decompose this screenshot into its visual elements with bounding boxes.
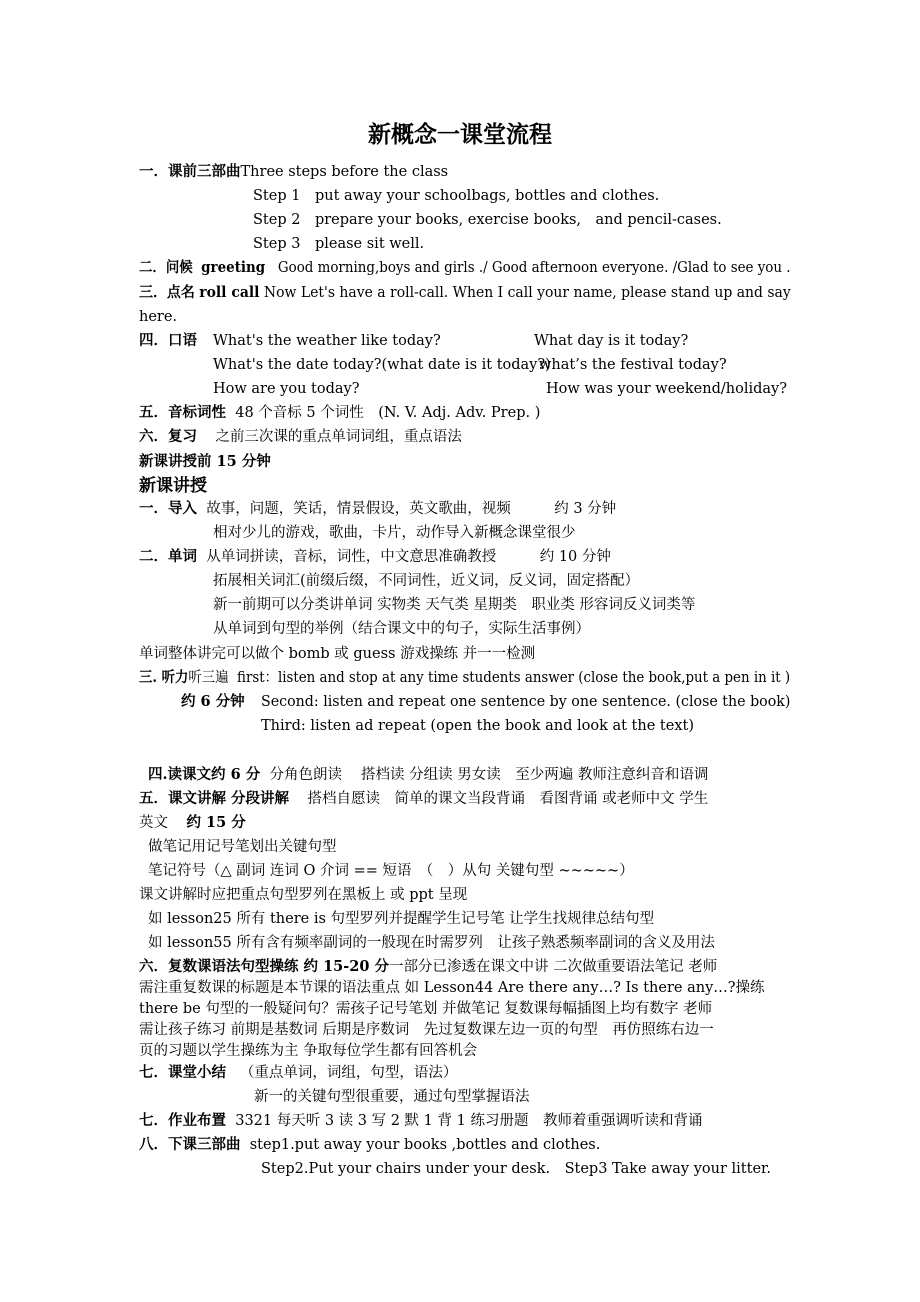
oral-q3: What's the date today?(what date is it today?): [213, 357, 551, 373]
oral-q4: what’s the festival today?: [539, 357, 727, 373]
new-2-more-3: 从单词到句型的举例（结合课文中的句子，实际生活事例）: [213, 621, 590, 637]
step-3: Step 3 please sit well.: [253, 236, 425, 252]
new-2-label: 二．单词: [139, 548, 197, 565]
section-1-label: 一．课前三部曲: [139, 163, 241, 180]
new-6-line-1: 需注重复数课的标题是本节课的语法重点 如 Lesson44 Are there any…? Is there any…?操练: [139, 980, 765, 996]
section-2-label: 二．问候: [139, 259, 193, 276]
section-3-en: roll call: [199, 284, 260, 301]
new-5-cont: [139, 814, 246, 832]
new-4: [148, 766, 708, 784]
section-6-text: 之前三次课的重点单词词组，重点语法: [215, 429, 462, 445]
new-8-text: 3321 每天听 3 读 3 写 2 默 1 背 1 练习册题 教师着重强调听读和背诵: [235, 1113, 703, 1129]
new-4-text: 分角色朗读 搭档读 分组读 男女读 至少两遍 教师注意纠音和语调: [269, 767, 709, 783]
new-lesson-heading: 新课讲授: [139, 476, 207, 496]
section-3-text-cont: here.: [139, 309, 178, 325]
section-1-text: Three steps before the class: [240, 164, 449, 180]
oral-q1: What's the weather like today?: [213, 333, 441, 349]
section-2-en: greeting: [201, 259, 266, 276]
new-5-label: 五．课文讲解 分段讲解: [139, 790, 290, 807]
new-3-tail: 听三遍: [188, 670, 229, 686]
new-2-after: 单词整体讲完可以做个 bomb 或 guess 游戏操练 并一一检测: [139, 646, 536, 662]
new-8: [139, 1112, 702, 1130]
step-2: Step 2 prepare your books, exercise books, and pencil-cases.: [253, 212, 722, 228]
new-5: [139, 790, 708, 808]
section-6: [139, 428, 462, 446]
pre-new-lesson: 新课讲授前 15 分钟: [139, 453, 271, 470]
new-3-label: 三. 听力: [139, 669, 189, 686]
new-6-label: 六．复数课语法句型操练 约 15-20 分: [139, 958, 390, 975]
new-9-text: step1.put away your books ,bottles and clothes.: [249, 1137, 601, 1153]
oral-q5: How are you today?: [213, 381, 360, 397]
new-7-text2: 新一的关键句型很重要，通过句型掌握语法: [254, 1089, 530, 1105]
new-5-time: 约 15 分: [186, 814, 246, 831]
section-2-text: Good morning,boys and girls ./ Good afternoon everyone. /Glad to see you .: [277, 260, 791, 276]
new-6: [139, 958, 717, 976]
new-5-line-1: 做笔记用记号笔划出关键句型: [148, 839, 337, 855]
new-9-text2: Step2.Put your chairs under your desk. Step3 Take away your litter.: [261, 1161, 771, 1177]
new-3-time: 约 6 分钟: [181, 693, 245, 710]
new-7-label: 七．课堂小结: [139, 1064, 226, 1081]
section-4-label: 四．口语: [139, 332, 197, 349]
section-2: [139, 259, 791, 277]
oral-q6: How was your weekend/holiday?: [546, 381, 787, 397]
section-5: [139, 404, 540, 422]
new-2: [139, 548, 611, 566]
new-5-line-5: 如 lesson55 所有含有频率副词的一般现在时需罗列 让孩子熟悉频率副词的含义及用法: [148, 935, 715, 951]
section-5-label: 五．音标词性: [139, 404, 226, 421]
section-5-text: 48 个音标 5 个词性 (N. V. Adj. Adv. Prep. ): [235, 405, 541, 421]
new-1-label: 一．导入: [139, 500, 197, 517]
section-3-text: Now Let's have a roll-call. When I call your name, please stand up and say: [263, 285, 791, 301]
step-1: Step 1 put away your schoolbags, bottles and clothes.: [253, 188, 660, 204]
new-5-cont-text: 英文: [139, 815, 168, 831]
new-3-third: Third: listen ad repeat (open the book and look at the text): [261, 718, 694, 734]
new-7-text: （重点单词，词组，句型，语法）: [239, 1065, 458, 1081]
new-6-line-2: there be 句型的一般疑问句？需孩子记号笔划 并做笔记 复数课每幅插图上均有数字 老师: [139, 1001, 713, 1017]
new-9-label: 八．下课三部曲: [139, 1136, 241, 1153]
new-3-second: Second: listen and repeat one sentence by one sentence. (close the book): [261, 694, 791, 710]
new-9: [139, 1136, 600, 1154]
new-7: [139, 1064, 457, 1082]
new-2-text: 从单词拼读，音标，词性，中文意思准确教授 约 10 分钟: [206, 549, 611, 565]
new-5-line-4: 如 lesson25 所有 there is 句型罗列并提醒学生记号笔 让学生找规律总结句型: [148, 911, 655, 927]
page-title: 新概念一课堂流程: [368, 121, 552, 148]
new-1-text: 故事，问题，笑话，情景假设，英文歌曲，视频 约 3 分钟: [206, 501, 617, 517]
new-5-text: 搭档自愿读 简单的课文当段背诵 看图背诵 或老师中文 学生: [307, 791, 709, 807]
new-2-more-2: 新一前期可以分类讲单词 实物类 天气类 星期类 职业类 形容词反义词类等: [213, 597, 696, 613]
section-3-label: 三．点名: [139, 284, 195, 301]
new-3-first: first：listen and stop at any time students answer (close the book,put a pen in it ): [237, 670, 791, 686]
new-2-more-1: 拓展相关词汇(前缀后缀，不同词性，近义词，反义词，固定搭配）: [213, 573, 640, 589]
new-1-text2: 相对少儿的游戏，歌曲，卡片，动作导入新概念课堂很少: [213, 525, 576, 541]
section-1: [139, 163, 448, 181]
new-4-label: 四.读课文约 6 分: [148, 766, 261, 783]
new-5-line-2: 笔记符号（△ 副词 连词 O 介词 == 短语 （ ）从句 关键句型 ~~~~~）: [148, 863, 634, 879]
new-1: [139, 500, 616, 518]
new-6-line-3: 需让孩子练习 前期是基数词 后期是序数词 先过复数课左边一页的句型 再仿照练右边一: [139, 1022, 714, 1038]
new-8-label: 七．作业布置: [139, 1112, 226, 1129]
new-5-line-3: 课文讲解时应把重点句型罗列在黑板上 或 ppt 呈现: [139, 887, 468, 903]
section-6-label: 六．复习: [139, 428, 197, 445]
new-3: [139, 669, 790, 687]
new-6-line-4: 页的习题以学生操练为主 争取每位学生都有回答机会: [139, 1043, 478, 1059]
section-3: [139, 284, 791, 302]
oral-q2: What day is it today?: [534, 333, 689, 349]
new-6-text: 一部分已渗透在课文中讲 二次做重要语法笔记 老师: [389, 959, 718, 975]
